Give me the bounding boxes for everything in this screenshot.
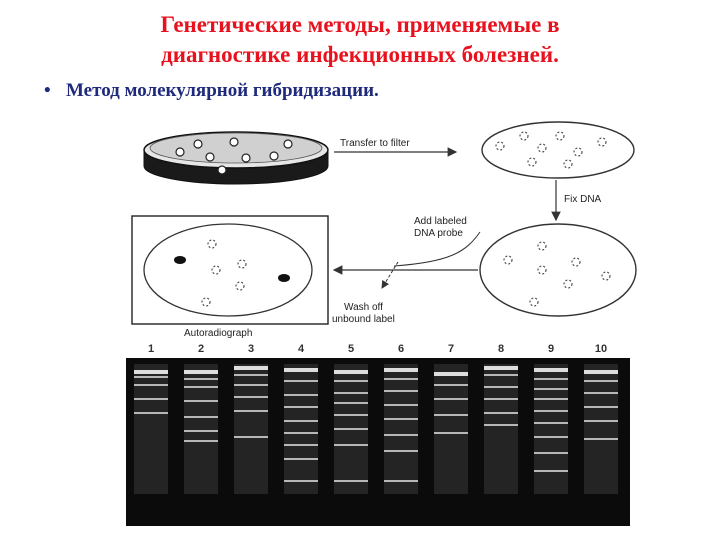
gel-band — [184, 386, 218, 388]
gel-band — [534, 470, 568, 472]
bullet-item — [44, 80, 379, 102]
lane-smear — [434, 364, 468, 494]
lane-label: 3 — [247, 343, 255, 355]
lane-label: 10 — [594, 343, 608, 355]
gel-band — [134, 412, 168, 414]
lane-smear — [134, 364, 168, 494]
gel-band — [534, 410, 568, 412]
gel-band — [184, 400, 218, 402]
gel-band — [284, 480, 318, 482]
gel-band — [184, 378, 218, 380]
gel-band — [134, 370, 168, 374]
lane-label: 4 — [297, 343, 305, 355]
gel-band — [334, 480, 368, 482]
gel-band — [384, 368, 418, 372]
gel-band — [234, 396, 268, 398]
gel-band — [284, 444, 318, 446]
gel-band — [434, 432, 468, 434]
gel-band — [584, 392, 618, 394]
gel-band — [334, 380, 368, 382]
bullet-icon: • — [44, 80, 51, 101]
gel-band — [384, 390, 418, 392]
gel-band — [484, 366, 518, 370]
gel-band — [184, 370, 218, 374]
gel-band — [334, 402, 368, 404]
lane-label: 9 — [547, 343, 555, 355]
gel-band — [384, 378, 418, 380]
gel-photo — [126, 340, 630, 526]
gel-band — [184, 416, 218, 418]
gel-band — [234, 366, 268, 370]
gel-band — [134, 384, 168, 386]
lane-label: 2 — [197, 343, 205, 355]
gel-band — [234, 374, 268, 376]
gel-band — [234, 410, 268, 412]
slide-title-line-1: Генетические методы, применяемые в — [160, 12, 560, 37]
gel-band — [534, 388, 568, 390]
lane-label: 6 — [397, 343, 405, 355]
gel-band — [434, 398, 468, 400]
lane-smear — [284, 364, 318, 494]
gel-band — [584, 406, 618, 408]
gel-band — [184, 440, 218, 442]
gel-band — [234, 436, 268, 438]
gel-band — [484, 412, 518, 414]
gel-band — [534, 398, 568, 400]
gel-band — [584, 380, 618, 382]
gel-band — [334, 370, 368, 374]
label-wash-line-1: Wash off — [344, 302, 383, 313]
gel-band — [334, 444, 368, 446]
gel-band — [384, 418, 418, 420]
gel-band — [384, 434, 418, 436]
gel-band — [284, 420, 318, 422]
gel-band — [434, 414, 468, 416]
gel-band — [134, 376, 168, 378]
lane-smear — [534, 364, 568, 494]
autoradiograph-film — [132, 216, 328, 324]
gel-band — [534, 378, 568, 380]
slide-title — [0, 10, 720, 70]
gel-band — [284, 394, 318, 396]
gel-band — [334, 428, 368, 430]
lane-label: 5 — [347, 343, 355, 355]
gel-band — [334, 414, 368, 416]
gel-band — [334, 392, 368, 394]
gel-band — [434, 372, 468, 376]
label-transfer: Transfer to filter — [340, 138, 410, 149]
gel-band — [484, 398, 518, 400]
lane-smear — [484, 364, 518, 494]
lane-smear — [384, 364, 418, 494]
gel-band — [284, 406, 318, 408]
lane-smear — [184, 364, 218, 494]
lane-label: 7 — [447, 343, 455, 355]
label-wash-line-2: unbound label — [332, 314, 395, 325]
gel-band — [584, 370, 618, 374]
label-probe-line-2: DNA probe — [414, 228, 463, 239]
gel-band — [534, 452, 568, 454]
lane-smear — [584, 364, 618, 494]
gel-band — [584, 420, 618, 422]
gel-band — [534, 422, 568, 424]
gel-band — [484, 374, 518, 376]
filter-top — [482, 122, 634, 178]
lane-label: 1 — [147, 343, 155, 355]
gel-band — [534, 436, 568, 438]
gel-band — [284, 458, 318, 460]
gel-band — [284, 380, 318, 382]
gel-band — [484, 386, 518, 388]
label-autoradiograph: Autoradiograph — [184, 328, 253, 339]
lane-label: 8 — [497, 343, 505, 355]
gel-band — [434, 384, 468, 386]
gel-band — [584, 438, 618, 440]
gel-band — [184, 430, 218, 432]
gel-band — [534, 368, 568, 372]
gel-band — [384, 480, 418, 482]
gel-band — [284, 432, 318, 434]
gel-band — [284, 368, 318, 372]
gel-band — [484, 424, 518, 426]
hybridization-diagram — [128, 112, 640, 340]
label-fix: Fix DNA — [564, 194, 602, 205]
gel-band — [384, 404, 418, 406]
gel-band — [134, 398, 168, 400]
label-probe-line-1: Add labeled — [414, 216, 467, 227]
filter-bottom — [480, 224, 636, 316]
slide-title-line-2: диагностике инфекционных болезней. — [161, 42, 559, 67]
gel-band — [234, 384, 268, 386]
bullet-text: Метод молекулярной гибридизации. — [66, 80, 379, 101]
gel-band — [384, 450, 418, 452]
lane-smear — [234, 364, 268, 494]
petri-dish — [144, 132, 328, 184]
